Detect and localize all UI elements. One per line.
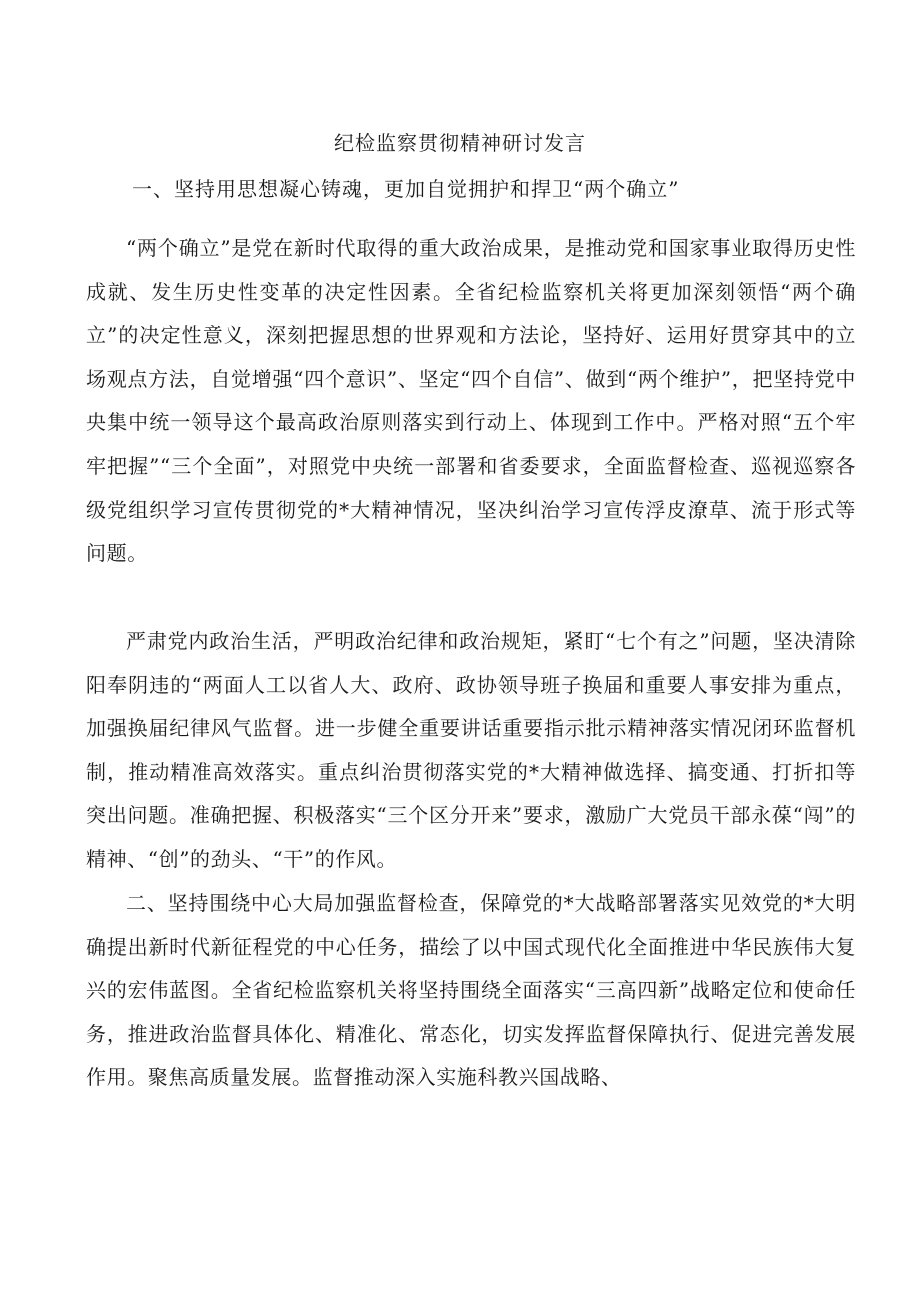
section-heading: 一、坚持用思想凝心铸魂，更加自觉拥护和捍卫“两个确立” <box>132 177 680 201</box>
paragraph-2: 严肃党内政治生活，严明政治纪律和政治规矩，紧盯“七个有之”问题，坚决清除阳奉阴违的“两面人工以省人大、政府、政协领导班子换届和重要人事安排为重点，加强换届纪律风气监督。进一步健全重要讲话重要指示批示精神落实情况闭环监督机制，推动精准高效落实。重点纠治贯彻落实党的*大精神做选择、搞变通、打折扣等突出问题。准确把握、积极落实“三个区分开来”要求，激励广大党员干部永葆“闯”的精神、“创”的劲头、“干”的作风。 <box>86 629 856 871</box>
document-title: 纪检监察贯彻精神研讨发言 <box>334 131 586 155</box>
paragraph-3: 二、坚持围绕中心大局加强监督检查，保障党的*大战略部署落实见效党的*大明确提出新时代新征程党的中心任务，描绘了以中国式现代化全面推进中华民族伟大复兴的宏伟蓝图。全省纪检监察机关将坚持围绕全面落实“三高四新”战略定位和使命任务，推进政治监督具体化、精准化、常态化，切实发挥监督保障执行、促进完善发展作用。聚焦高质量发展。监督推动深入实施科教兴国战略、 <box>86 891 856 1090</box>
paragraph-1: “两个确立”是党在新时代取得的重大政治成果，是推动党和国家事业取得历史性成就、发生历史性变革的决定性因素。全省纪检监察机关将更加深刻领悟“两个确立”的决定性意义，深刻把握思想的世界观和方法论，坚持好、运用好贯穿其中的立场观点方法，自觉增强“四个意识”、坚定“四个自信”、做到“两个维护”，把坚持党中央集中统一领导这个最高政治原则落实到行动上、体现到工作中。严格对照“五个牢牢把握”“三个全面”，对照党中央统一部署和省委要求，全面监督检查、巡视巡察各级党组织学习宣传贯彻党的*大精神情况，坚决纠治学习宣传浮皮潦草、流于形式等问题。 <box>86 236 856 566</box>
